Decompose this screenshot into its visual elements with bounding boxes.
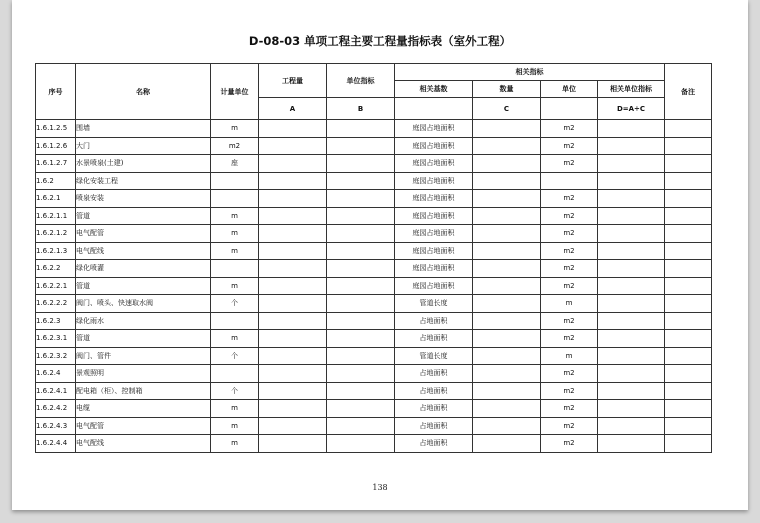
row-count bbox=[473, 155, 541, 173]
row-remark bbox=[665, 120, 712, 138]
row-code: 1.6.2.4.3 bbox=[36, 417, 76, 435]
row-related-unit-index bbox=[598, 365, 665, 383]
row-unit2: m2 bbox=[541, 225, 598, 243]
row-unit: m bbox=[211, 330, 259, 348]
row-unit: m bbox=[211, 417, 259, 435]
row-code: 1.6.1.2.5 bbox=[36, 120, 76, 138]
row-code: 1.6.2.3.1 bbox=[36, 330, 76, 348]
row-name: 电气配线 bbox=[76, 242, 211, 260]
row-quantity bbox=[259, 277, 327, 295]
row-unit-index bbox=[327, 190, 395, 208]
header-related-index: 相关指标 bbox=[395, 64, 665, 81]
row-unit: 个 bbox=[211, 295, 259, 313]
row-code: 1.6.2.1.1 bbox=[36, 207, 76, 225]
row-unit2: m2 bbox=[541, 190, 598, 208]
row-related-base: 占地面积 bbox=[395, 382, 473, 400]
row-quantity bbox=[259, 260, 327, 278]
row-remark bbox=[665, 365, 712, 383]
row-count bbox=[473, 277, 541, 295]
row-unit-index bbox=[327, 207, 395, 225]
row-unit bbox=[211, 172, 259, 190]
row-code: 1.6.2.3 bbox=[36, 312, 76, 330]
header-count: 数量 bbox=[473, 81, 541, 98]
row-related-base: 庭园占地面积 bbox=[395, 172, 473, 190]
row-name: 景观照明 bbox=[76, 365, 211, 383]
row-unit2: m2 bbox=[541, 312, 598, 330]
row-unit2: m2 bbox=[541, 137, 598, 155]
row-related-unit-index bbox=[598, 435, 665, 453]
header-unit-index: 单位指标 bbox=[327, 64, 395, 98]
row-quantity bbox=[259, 417, 327, 435]
row-related-base: 管道长度 bbox=[395, 347, 473, 365]
row-count bbox=[473, 330, 541, 348]
header-blank bbox=[541, 98, 598, 120]
row-related-base: 庭园占地面积 bbox=[395, 155, 473, 173]
row-quantity bbox=[259, 382, 327, 400]
row-related-base: 庭园占地面积 bbox=[395, 260, 473, 278]
row-unit bbox=[211, 365, 259, 383]
row-related-unit-index bbox=[598, 260, 665, 278]
row-quantity bbox=[259, 137, 327, 155]
page-number: 138 bbox=[372, 483, 388, 492]
row-count bbox=[473, 120, 541, 138]
row-name: 管道 bbox=[76, 207, 211, 225]
table-body bbox=[36, 120, 712, 453]
table-row bbox=[36, 172, 712, 190]
table-row bbox=[36, 137, 712, 155]
row-remark bbox=[665, 172, 712, 190]
table-row bbox=[36, 382, 712, 400]
row-quantity bbox=[259, 190, 327, 208]
row-unit-index bbox=[327, 277, 395, 295]
row-quantity bbox=[259, 347, 327, 365]
row-remark bbox=[665, 190, 712, 208]
row-unit-index bbox=[327, 365, 395, 383]
row-remark bbox=[665, 400, 712, 418]
header-letter-b: B bbox=[327, 98, 395, 120]
row-code: 1.6.2.3.2 bbox=[36, 347, 76, 365]
row-code: 1.6.2.4.1 bbox=[36, 382, 76, 400]
row-related-unit-index bbox=[598, 225, 665, 243]
row-remark bbox=[665, 260, 712, 278]
row-unit2: m bbox=[541, 295, 598, 313]
row-count bbox=[473, 347, 541, 365]
row-related-base: 庭园占地面积 bbox=[395, 242, 473, 260]
row-remark bbox=[665, 277, 712, 295]
row-remark bbox=[665, 242, 712, 260]
row-quantity bbox=[259, 365, 327, 383]
table-row bbox=[36, 120, 712, 138]
row-remark bbox=[665, 155, 712, 173]
row-related-base: 庭园占地面积 bbox=[395, 207, 473, 225]
header-letter-a: A bbox=[259, 98, 327, 120]
row-unit-index bbox=[327, 417, 395, 435]
table-row bbox=[36, 365, 712, 383]
row-count bbox=[473, 137, 541, 155]
row-unit-index bbox=[327, 435, 395, 453]
row-unit-index bbox=[327, 400, 395, 418]
row-count bbox=[473, 382, 541, 400]
row-quantity bbox=[259, 295, 327, 313]
row-name: 电缆 bbox=[76, 400, 211, 418]
table-row bbox=[36, 400, 712, 418]
row-code: 1.6.2.2.1 bbox=[36, 277, 76, 295]
row-name: 配电箱（柜）、控制箱 bbox=[76, 382, 211, 400]
row-remark bbox=[665, 295, 712, 313]
row-code: 1.6.2.4.2 bbox=[36, 400, 76, 418]
row-unit-index bbox=[327, 330, 395, 348]
row-related-unit-index bbox=[598, 207, 665, 225]
document-title: D-08-03 单项工程主要工程量指标表（室外工程） bbox=[248, 34, 512, 48]
row-remark bbox=[665, 330, 712, 348]
table-row bbox=[36, 330, 712, 348]
table-row bbox=[36, 295, 712, 313]
row-name: 绿化雨水 bbox=[76, 312, 211, 330]
row-unit: m bbox=[211, 277, 259, 295]
row-quantity bbox=[259, 400, 327, 418]
row-count bbox=[473, 225, 541, 243]
row-related-base: 庭园占地面积 bbox=[395, 120, 473, 138]
row-name: 绿化喷灌 bbox=[76, 260, 211, 278]
row-count bbox=[473, 400, 541, 418]
row-count bbox=[473, 417, 541, 435]
table-row bbox=[36, 190, 712, 208]
row-unit2: m2 bbox=[541, 120, 598, 138]
row-quantity bbox=[259, 242, 327, 260]
row-name: 管道 bbox=[76, 277, 211, 295]
row-related-unit-index bbox=[598, 330, 665, 348]
row-related-unit-index bbox=[598, 242, 665, 260]
row-related-base: 占地面积 bbox=[395, 365, 473, 383]
row-related-base: 占地面积 bbox=[395, 330, 473, 348]
row-count bbox=[473, 295, 541, 313]
row-quantity bbox=[259, 225, 327, 243]
row-related-unit-index bbox=[598, 190, 665, 208]
row-quantity bbox=[259, 312, 327, 330]
row-quantity bbox=[259, 330, 327, 348]
header-seq: 序号 bbox=[36, 64, 76, 120]
row-unit bbox=[211, 260, 259, 278]
row-unit2: m bbox=[541, 347, 598, 365]
row-remark bbox=[665, 207, 712, 225]
header-letter-d: D=A÷C bbox=[598, 98, 665, 120]
row-name: 电气配管 bbox=[76, 225, 211, 243]
row-remark bbox=[665, 137, 712, 155]
row-unit bbox=[211, 312, 259, 330]
header-remark: 备注 bbox=[665, 64, 712, 120]
row-related-unit-index bbox=[598, 137, 665, 155]
row-quantity bbox=[259, 172, 327, 190]
header-related-base: 相关基数 bbox=[395, 81, 473, 98]
row-code: 1.6.2.1 bbox=[36, 190, 76, 208]
row-unit2: m2 bbox=[541, 382, 598, 400]
header-letter-c: C bbox=[473, 98, 541, 120]
row-unit-index bbox=[327, 260, 395, 278]
row-name: 电气配线 bbox=[76, 435, 211, 453]
row-remark bbox=[665, 382, 712, 400]
header-unit: 计量单位 bbox=[211, 64, 259, 120]
row-code: 1.6.2.1.2 bbox=[36, 225, 76, 243]
row-unit2 bbox=[541, 172, 598, 190]
header-quantity: 工程量 bbox=[259, 64, 327, 98]
row-code: 1.6.2 bbox=[36, 172, 76, 190]
row-quantity bbox=[259, 155, 327, 173]
row-unit bbox=[211, 190, 259, 208]
table-row bbox=[36, 225, 712, 243]
row-name: 水景喷泉(土建) bbox=[76, 155, 211, 173]
row-name: 电气配管 bbox=[76, 417, 211, 435]
row-name: 大门 bbox=[76, 137, 211, 155]
row-unit-index bbox=[327, 225, 395, 243]
row-related-unit-index bbox=[598, 155, 665, 173]
row-unit-index bbox=[327, 312, 395, 330]
row-name: 围墙 bbox=[76, 120, 211, 138]
row-related-base: 占地面积 bbox=[395, 435, 473, 453]
row-count bbox=[473, 365, 541, 383]
row-unit: 座 bbox=[211, 155, 259, 173]
row-unit2: m2 bbox=[541, 435, 598, 453]
row-related-base: 占地面积 bbox=[395, 417, 473, 435]
row-name: 阀门、喷头、快速取水阀 bbox=[76, 295, 211, 313]
row-unit: m2 bbox=[211, 137, 259, 155]
row-related-unit-index bbox=[598, 347, 665, 365]
row-unit2: m2 bbox=[541, 417, 598, 435]
table-row bbox=[36, 207, 712, 225]
row-related-base: 占地面积 bbox=[395, 400, 473, 418]
table-row bbox=[36, 155, 712, 173]
row-related-base: 庭园占地面积 bbox=[395, 225, 473, 243]
row-unit: m bbox=[211, 225, 259, 243]
row-code: 1.6.1.2.7 bbox=[36, 155, 76, 173]
table-row bbox=[36, 347, 712, 365]
row-unit2: m2 bbox=[541, 242, 598, 260]
row-unit2: m2 bbox=[541, 277, 598, 295]
row-related-unit-index bbox=[598, 382, 665, 400]
row-name: 喷泉安装 bbox=[76, 190, 211, 208]
row-related-unit-index bbox=[598, 120, 665, 138]
row-unit-index bbox=[327, 155, 395, 173]
table-row bbox=[36, 242, 712, 260]
row-count bbox=[473, 172, 541, 190]
row-name: 阀门、管件 bbox=[76, 347, 211, 365]
row-count bbox=[473, 312, 541, 330]
row-code: 1.6.2.2.2 bbox=[36, 295, 76, 313]
table-row bbox=[36, 277, 712, 295]
row-unit2: m2 bbox=[541, 207, 598, 225]
row-code: 1.6.2.2 bbox=[36, 260, 76, 278]
row-related-unit-index bbox=[598, 400, 665, 418]
indicator-table bbox=[35, 63, 712, 453]
row-code: 1.6.2.1.3 bbox=[36, 242, 76, 260]
row-code: 1.6.2.4.4 bbox=[36, 435, 76, 453]
header-unit2: 单位 bbox=[541, 81, 598, 98]
row-unit2: m2 bbox=[541, 330, 598, 348]
row-unit: m bbox=[211, 242, 259, 260]
row-unit-index bbox=[327, 137, 395, 155]
row-unit: 个 bbox=[211, 347, 259, 365]
row-unit-index bbox=[327, 120, 395, 138]
row-unit-index bbox=[327, 382, 395, 400]
row-remark bbox=[665, 312, 712, 330]
table-row bbox=[36, 312, 712, 330]
header-name: 名称 bbox=[76, 64, 211, 120]
row-quantity bbox=[259, 207, 327, 225]
row-unit: m bbox=[211, 435, 259, 453]
row-unit2: m2 bbox=[541, 365, 598, 383]
row-quantity bbox=[259, 120, 327, 138]
row-name: 管道 bbox=[76, 330, 211, 348]
row-related-unit-index bbox=[598, 417, 665, 435]
row-count bbox=[473, 260, 541, 278]
table-row bbox=[36, 260, 712, 278]
row-related-unit-index bbox=[598, 277, 665, 295]
row-unit: 个 bbox=[211, 382, 259, 400]
row-count bbox=[473, 207, 541, 225]
row-related-base: 占地面积 bbox=[395, 312, 473, 330]
row-quantity bbox=[259, 435, 327, 453]
row-name: 绿化安装工程 bbox=[76, 172, 211, 190]
row-unit2: m2 bbox=[541, 155, 598, 173]
row-related-base: 庭园占地面积 bbox=[395, 137, 473, 155]
row-related-unit-index bbox=[598, 295, 665, 313]
row-unit2: m2 bbox=[541, 400, 598, 418]
row-related-base: 庭园占地面积 bbox=[395, 277, 473, 295]
row-unit: m bbox=[211, 207, 259, 225]
row-count bbox=[473, 190, 541, 208]
row-unit-index bbox=[327, 242, 395, 260]
row-related-base: 庭园占地面积 bbox=[395, 190, 473, 208]
header-related-unit-index: 相关单位指标 bbox=[598, 81, 665, 98]
row-code: 1.6.1.2.6 bbox=[36, 137, 76, 155]
row-remark bbox=[665, 347, 712, 365]
row-unit2: m2 bbox=[541, 260, 598, 278]
row-unit: m bbox=[211, 120, 259, 138]
table-row bbox=[36, 417, 712, 435]
row-count bbox=[473, 242, 541, 260]
row-count bbox=[473, 435, 541, 453]
row-related-unit-index bbox=[598, 172, 665, 190]
row-related-unit-index bbox=[598, 312, 665, 330]
row-remark bbox=[665, 435, 712, 453]
row-related-base: 管道长度 bbox=[395, 295, 473, 313]
row-remark bbox=[665, 417, 712, 435]
row-unit-index bbox=[327, 295, 395, 313]
document-page bbox=[12, 0, 748, 510]
row-remark bbox=[665, 225, 712, 243]
table-row bbox=[36, 435, 712, 453]
header-blank bbox=[395, 98, 473, 120]
row-code: 1.6.2.4 bbox=[36, 365, 76, 383]
row-unit: m bbox=[211, 400, 259, 418]
row-unit-index bbox=[327, 347, 395, 365]
row-unit-index bbox=[327, 172, 395, 190]
